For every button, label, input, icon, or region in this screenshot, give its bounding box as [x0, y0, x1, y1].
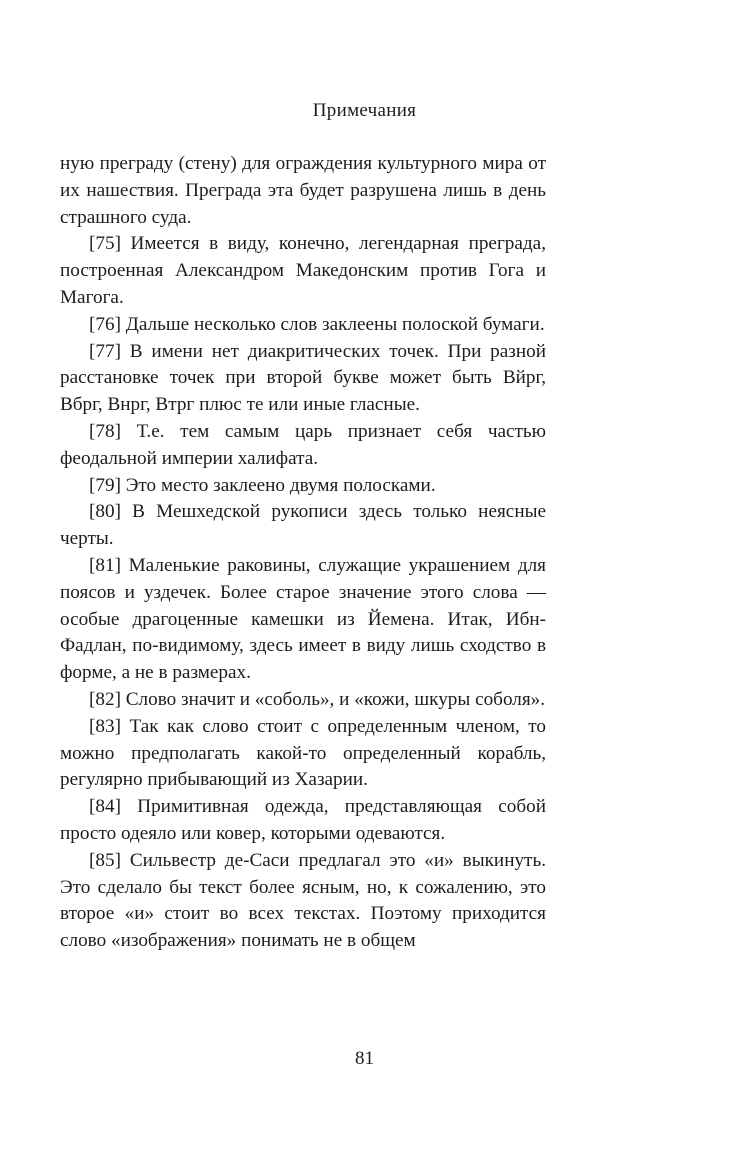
note-78: [78] Т.е. тем самым царь признает себя частью феодальной империи халифата.: [60, 420, 546, 469]
continuation-paragraph: ную преграду (стену) для ограждения культурного мира от их нашествия. Преграда эта будет разрушена лишь в день страшного суда.: [60, 153, 546, 228]
note-82: [82] Слово значит и «соболь», и «кожи, шкуры соболя».: [89, 688, 546, 710]
note-76: [76] Дальше несколько слов заклеены полоской бумаги.: [89, 313, 545, 335]
note-84: [84] Примитивная одежда, представляющая собой просто одеяло или ковер, которыми одеваются.: [60, 796, 546, 844]
notes-body: [60, 151, 546, 955]
running-head: Примечания: [312, 100, 417, 121]
note-79: [79] Это место заклеено двумя полосками.: [89, 474, 436, 496]
page-number: 81: [355, 1048, 374, 1069]
note-77: [77] В имени нет диакритических точек. При разной расстановке точек при второй букве может быть Вйрг, Вбрг, Внрг, Втрг плюс те или иные гласные.: [60, 340, 546, 416]
note-83: [83] Так как слово стоит с определенным членом, то можно предполагать какой-то определенный корабль, регулярно прибывающий из Хазарии.: [60, 715, 546, 791]
note-75: [75] Имеется в виду, конечно, легендарная преграда, построенная Александром Македонским против Гога и Магога.: [60, 233, 546, 308]
note-85: [85] Сильвестр де-Саси предлагал это «и» выкинуть. Это сделало бы текст более ясным, но, к сожалению, это второе «и» стоит во всех текстах. Поэтому приходится слово «изображения» понимать не в общем: [60, 849, 546, 952]
note-81: [81] Маленькие раковины, служащие украшением для поясов и уздечек. Более старое значение этого слова — особые драгоценные камешки из Йемена. Итак, Ибн-Фадлан, по-видимому, здесь имеет в виду лишь сходство в форме, а не в размерах.: [60, 554, 546, 684]
note-80: [80] В Мешхедской рукописи здесь только неясные черты.: [60, 501, 546, 550]
